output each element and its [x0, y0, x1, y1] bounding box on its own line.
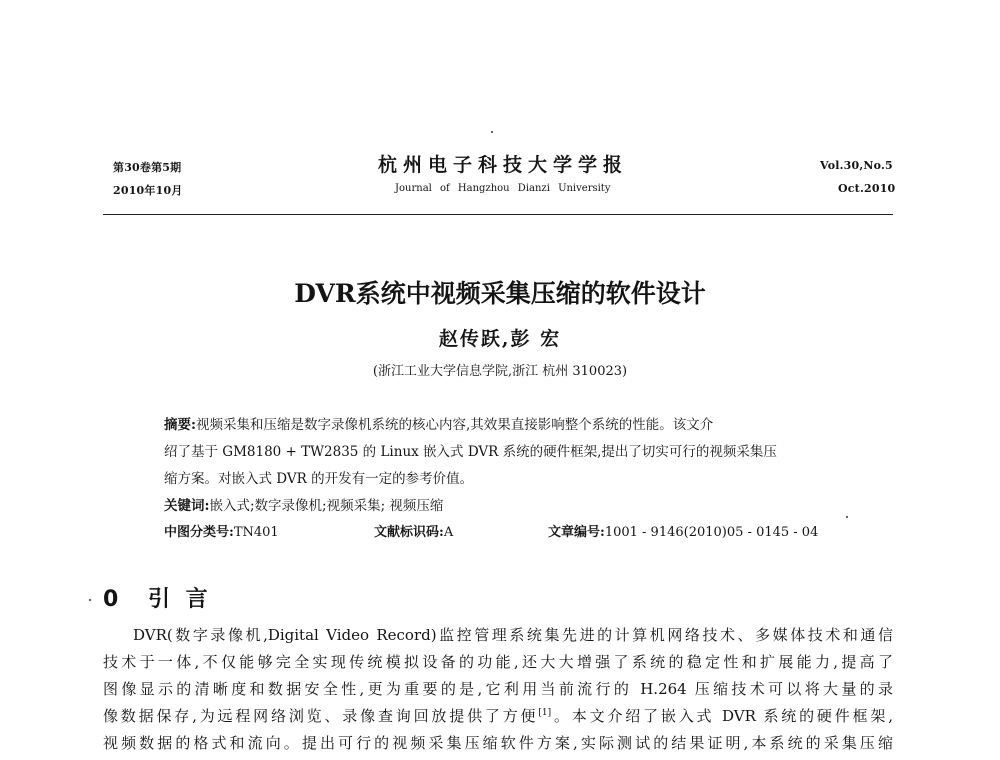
- doc-value: A: [443, 525, 454, 540]
- section-title: 引 言: [147, 587, 212, 612]
- clc-label: 中图分类号:: [164, 525, 234, 540]
- scan-speck: [89, 599, 91, 601]
- clc-number: [164, 521, 279, 540]
- art-label: 文章编号:: [548, 525, 605, 540]
- art-value: 1001 - 9146(2010)05 - 0145 - 04: [604, 525, 819, 540]
- abstract-line: [164, 413, 824, 433]
- body-line: 图像显示的清晰度和数据安全性,更为重要的是,它利用当前流行的 H.264 压缩技术可以将大量的录: [103, 680, 893, 698]
- article-authors: 赵传跃,彭 宏: [438, 328, 562, 350]
- header-rule: [103, 214, 893, 215]
- article-affiliation: (浙江工业大学信息学院,浙江 杭州 310023): [372, 364, 628, 379]
- publish-date: 2010年10月: [113, 184, 183, 197]
- clc-value: TN401: [233, 525, 279, 540]
- body-line: DVR(数字录像机,Digital Video Record)监控管理系统集先进的计算机网络技术、多媒体技术和通信: [133, 626, 893, 644]
- body-line: 视频数据的格式和流向。提出可行的视频采集压缩软件方案,实际测试的结果证明,本系统的采集压缩: [103, 734, 893, 752]
- keywords-line: [164, 494, 824, 514]
- section-number: 0: [103, 587, 123, 612]
- abstract-line: 缩方案。对嵌入式 DVR 的开发有一定的参考价值。: [164, 471, 474, 487]
- body-line: 技术于一体,不仅能够完全实现传统模拟设备的功能,还大大增强了系统的稳定性和扩展能力,提高了: [103, 653, 893, 671]
- article-number: [548, 521, 818, 540]
- scan-speck: [491, 131, 493, 133]
- section-heading: [103, 582, 212, 613]
- citation-ref: [1]: [538, 708, 552, 718]
- keywords-text: 嵌入式;数字录像机;视频采集; 视频压缩: [209, 498, 444, 514]
- journal-title-cn: 杭州电子科技大学学报: [378, 154, 629, 176]
- keywords-label: 关键词:: [164, 498, 210, 514]
- abstract-label: 摘要:: [164, 417, 196, 433]
- body-line-text: 。本文介绍了嵌入式 DVR 系统的硬件框架,: [551, 707, 893, 725]
- volume-issue: 第30卷第5期: [113, 161, 182, 174]
- document-code: [374, 521, 453, 540]
- scan-speck: [846, 516, 848, 518]
- abstract-text: 视频采集和压缩是数字录像机系统的核心内容,其效果直接影响整个系统的性能。该文介: [195, 417, 714, 433]
- doc-label: 文献标识码:: [374, 525, 444, 540]
- volume-number-en: Vol.30,No.5: [820, 159, 893, 172]
- body-line-text: 像数据保存,为远程网络浏览、录像查询回放提供了方便: [103, 707, 539, 725]
- journal-title-en: Journal of Hangzhou Dianzi University: [395, 183, 611, 194]
- article-title: DVR系统中视频采集压缩的软件设计: [294, 279, 706, 308]
- date-en: Oct.2010: [838, 182, 896, 195]
- abstract-line: 绍了基于 GM8180 + TW2835 的 Linux 嵌入式 DVR 系统的硬件框架,提出了切实可行的视频采集压: [164, 444, 777, 460]
- body-line: [103, 705, 893, 726]
